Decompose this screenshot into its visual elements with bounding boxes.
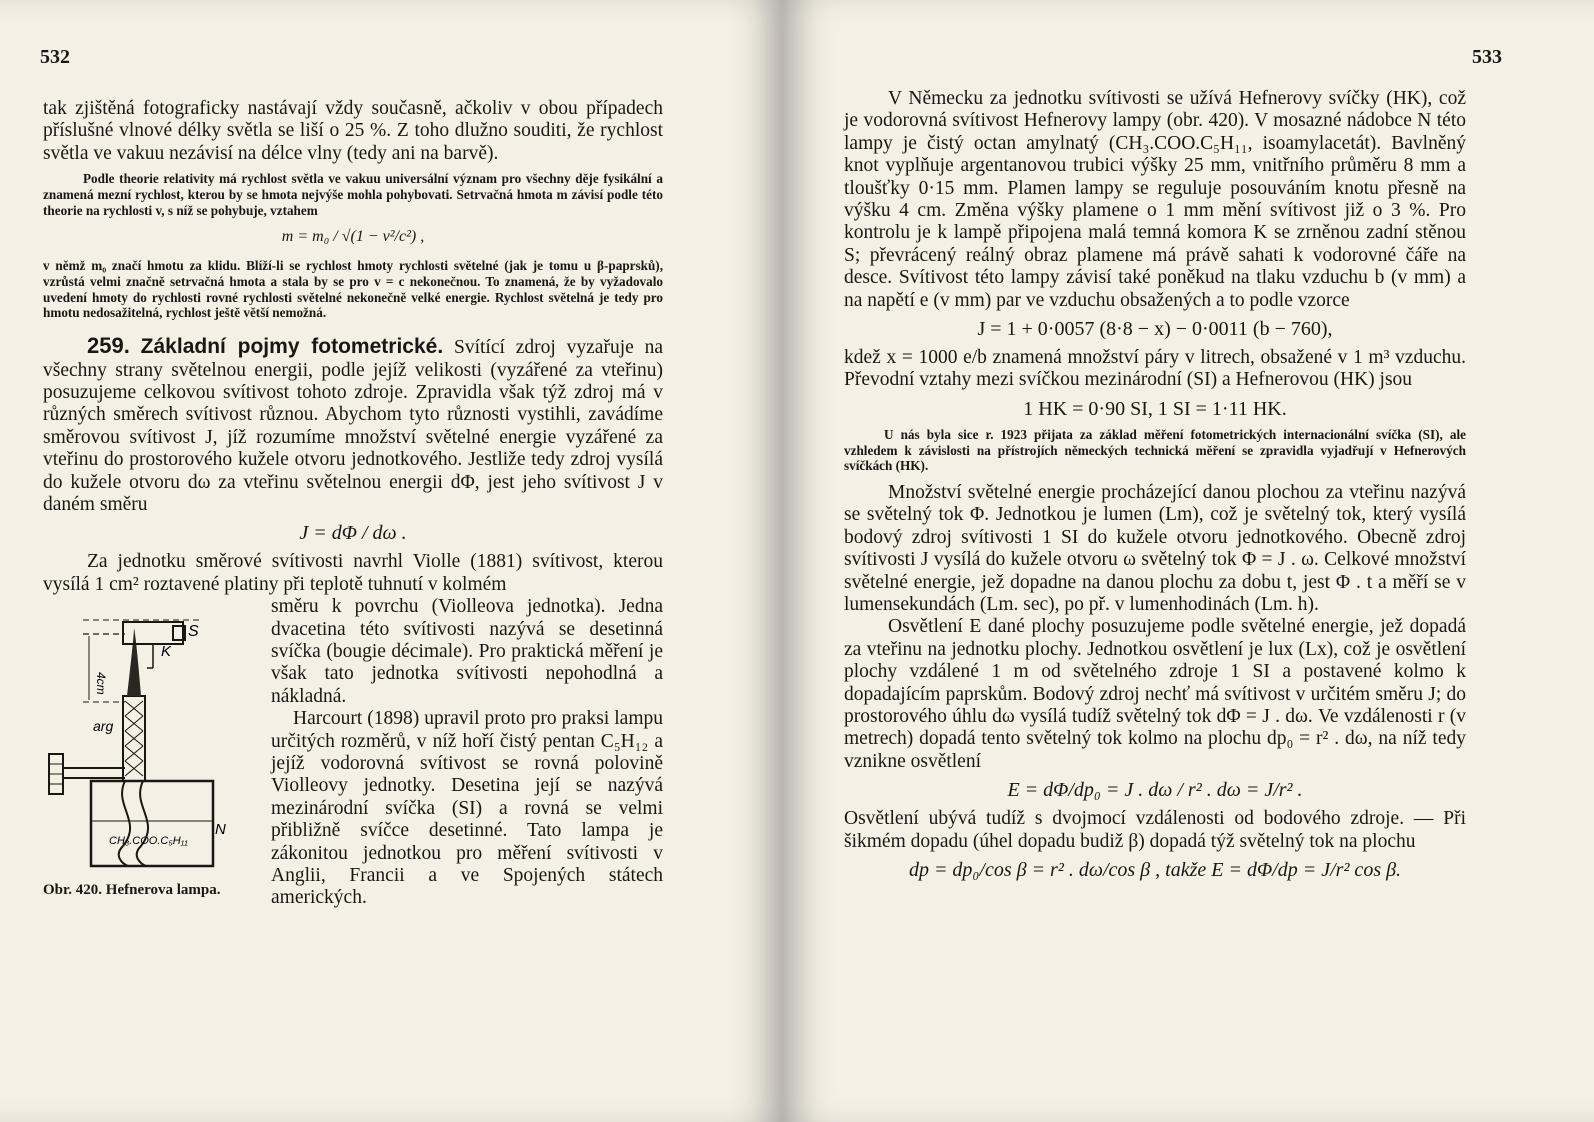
formula-luminous-intensity: J = dΦ / dω .: [299, 522, 407, 545]
page-number-right: 533: [1472, 46, 1502, 68]
paragraph: kdež x = 1000 e/b znamená množství páry v litrech, obsažené v 1 m³ vzduchu. Převodní vztahy mezi svíčkou mezinárodní (SI) a Hefnerovou (HK) jsou: [844, 347, 1466, 391]
paragraph: V Německu za jednotku svítivosti se užívá Hefnerovy svíčky (HK), což je vodorovná svítivost Hefnerovy lampy (obr. 420). V mosazné nádobce N této lampy je čistý octan amylnatý (CH₃.COO.C₅H₁₁, isoamylacetát). Bavlněný knot vyplňuje argentanovou trubici výšky 25 mm, vnitřního průměru 8 mm a tloušťky 0·15 mm. Plamen lampy se reguluje posouváním knotu přesně na výšku 4 cm. Změna výšky plamene o 1 mm mění svítivost již o 3 %. Pro kontrolu je k lampě připojena malá temná komora K se zrněnou zadní stěnou S; převrácený reálný obraz plamene má právě sahati k vodorovné čáře na desce. Svítivost této lampy závisí také poněkud na tlaku vzduchu b (v mm) a na napětí e (v mm) par ve vzduchu obsažených a to podle vzorce: [844, 88, 1466, 311]
figure-label-chem: CH₃.COO.C₅H₁₁: [109, 835, 188, 848]
formula-relativistic-mass: m = m₀ / √(1 − v²/c²) ,: [281, 228, 425, 246]
formula-hefner-correction: J = 1 + 0·0057 (8·8 − x) − 0·0011 (b − 760),: [977, 318, 1333, 341]
right-column: [844, 88, 1466, 888]
paragraph: Osvětlení ubývá tudíž s dvojmocí vzdálenosti od bodového zdroje. — Při šikmém dopadu (úhel dopadu budiž β) dopadá týž světelný tok na plochu: [844, 808, 1466, 852]
section-text: Svítící zdroj vyzařuje na všechny strany světelnou energii, podle jejíž velikosti (vyzářené za vteřinu) posuzujeme celkovou svítivost tohoto zdroje. Zpravidla však týž zdroj má v různých směrech svítivost různou. Abychom tyto různosti vystihli, zavádíme směrovou svítivost J, jíž rozumíme množství světelné energie vyzářené za vteřinu do prostorového kužele otvoru jednotkového. Jestliže tedy zdroj vysílá do kužele otvoru dω za vteřinu světelnou energii dΦ, jest jeho svítivost J v daném směru: [43, 337, 664, 515]
figure-caption: Obr. 420. Hefnerova lampa.: [43, 882, 221, 899]
right-page: [782, 0, 1594, 1122]
paragraph: Osvětlení E dané plochy posuzujeme podle světelné energie, jež dopadá za vteřinu na jednotku plochy. Jednotkou osvětlení je lux (Lx), což je osvětlení plochy vzdálené 1 m od světelného zdroje 1 SI a postavené kolmo k dopadajícím paprskům. Bodový zdroj nechť má svítivost v určitém směru J; do prostorového úhlu dω vysílá tudíž světelný tok dΦ = J . dω. Ve vzdálenosti r (v metrech) dopadá tento světelný tok kolmo na plochu dp₀ = r² . dω, na níž tedy vznikne osvětlení: [844, 616, 1466, 772]
formula-oblique-incidence: dp = dp₀/cos β = r² . dω/cos β , takže E = dΦ/dp = J/r² cos β.: [908, 859, 1402, 882]
formula-illuminance: E = dΦ/dp₀ = J . dω / r² . dω = J/r² .: [1007, 779, 1303, 802]
figure-side-text: [271, 596, 663, 910]
small-print-paragraph: U nás byla sice r. 1923 přijata za základ měření fotometrických internacionální svíčka (SI), ale vzhledem k závislosti na přístrojích německých technická měření se zpravidla vyjadřují v Hefnerových svíčkách (HK).: [844, 426, 1466, 474]
paragraph: směru k povrchu (Violleova jednotka). Jedna dvacetina této svítivosti nazývá se desetinná svíčka (bougie décimale). Pro praktická měření je však tato jednotka svítivosti nepohodlná a nákladná.: [271, 596, 663, 707]
section-number: 259.: [87, 333, 130, 359]
page-number-left: 532: [40, 46, 70, 68]
formula-unit-conversion: 1 HK = 0·90 SI, 1 SI = 1·11 HK.: [1023, 397, 1287, 420]
figure-label-k: K: [161, 643, 172, 661]
figure-hefner-lamp: [43, 606, 268, 912]
left-column: [43, 98, 663, 912]
paragraph: tak zjištěná fotograficky nastávají vždy současně, ačkoliv v obou případech příslušné vlnové délky světla se liší o 25 %. Z toho dlužno souditi, že rychlost světla ve vakuu nezávisí na délce vlny (tedy ani na barvě).: [43, 98, 663, 164]
figure-label-cm: 4cm: [94, 672, 108, 695]
small-print-paragraph: v němž m₀ značí hmotu za klidu. Blíží-li se rychlost hmoty rychlosti světelné (jak je tomu u β-paprsků), vzrůstá velmi značně setrvačná hmota a stala by se pro v = c nekonečnou. To znamená, že by vyžadovalo uvedení hmoty do rychlosti rovné rychlosti světelné nekonečně velké energie. Rychlost světelná je tedy pro hmotu nedosažitelná, rychlost ještě větší nemožná.: [43, 258, 663, 321]
left-page: [0, 0, 782, 1122]
paragraph: Množství světelné energie procházející danou plochou za vteřinu nazývá se světelný tok Φ. Jednotkou je lumen (Lm), což je světelný tok, který vysílá bodový zdroj svítivosti 1 SI do kužele otvoru jednotkového. Obecně zdroj svítivosti J vysílá do kužele otvoru ω světelný tok Φ = J . ω. Celkové množství světelné energie, jež dopadne na danou plochu za dobu t, jest Φ . t a měří se v lumensekundách (Lm. sec), po př. v lumenhodinách (Lm. h).: [844, 481, 1466, 616]
section-paragraph: [43, 335, 663, 516]
hefner-lamp-drawing: [43, 606, 268, 876]
figure-label-n: N: [215, 821, 226, 839]
section-title: Základní pojmy fotometrické.: [140, 335, 444, 359]
paragraph: Harcourt (1898) upravil proto pro praksi lampu určitých rozměrů, v níž hoří čistý pentan C₅H₁₂ a jejíž vodorovná svítivost se rovná polovině Violleovy jednotky. Desetina její se nazývá mezinárodní svíčka (SI) a rovná se velmi přibližně svíčce desetinné. Tato lampa je zákonitou jednotkou pro měření svítivosti v Anglii, Francii a ve Spojených státech amerických.: [271, 708, 663, 909]
figure-block: [43, 596, 663, 912]
small-print-paragraph: Podle theorie relativity má rychlost světla ve vakuu universální význam pro všechny děje fysikální a znamená mezní rychlost, kterou by se hmota nejvýše mohla pohybovati. Setrvačná hmota m závisí podle této theorie na rychlosti v, s níž se pohybuje, vztahem: [43, 171, 663, 218]
paragraph: Za jednotku směrové svítivosti navrhl Violle (1881) svítivost, kterou vysílá 1 cm² roztavené platiny při teplotě tuhnutí v kolmém: [43, 551, 663, 595]
figure-label-arg: arg: [93, 718, 114, 735]
figure-label-s: S: [188, 623, 199, 641]
